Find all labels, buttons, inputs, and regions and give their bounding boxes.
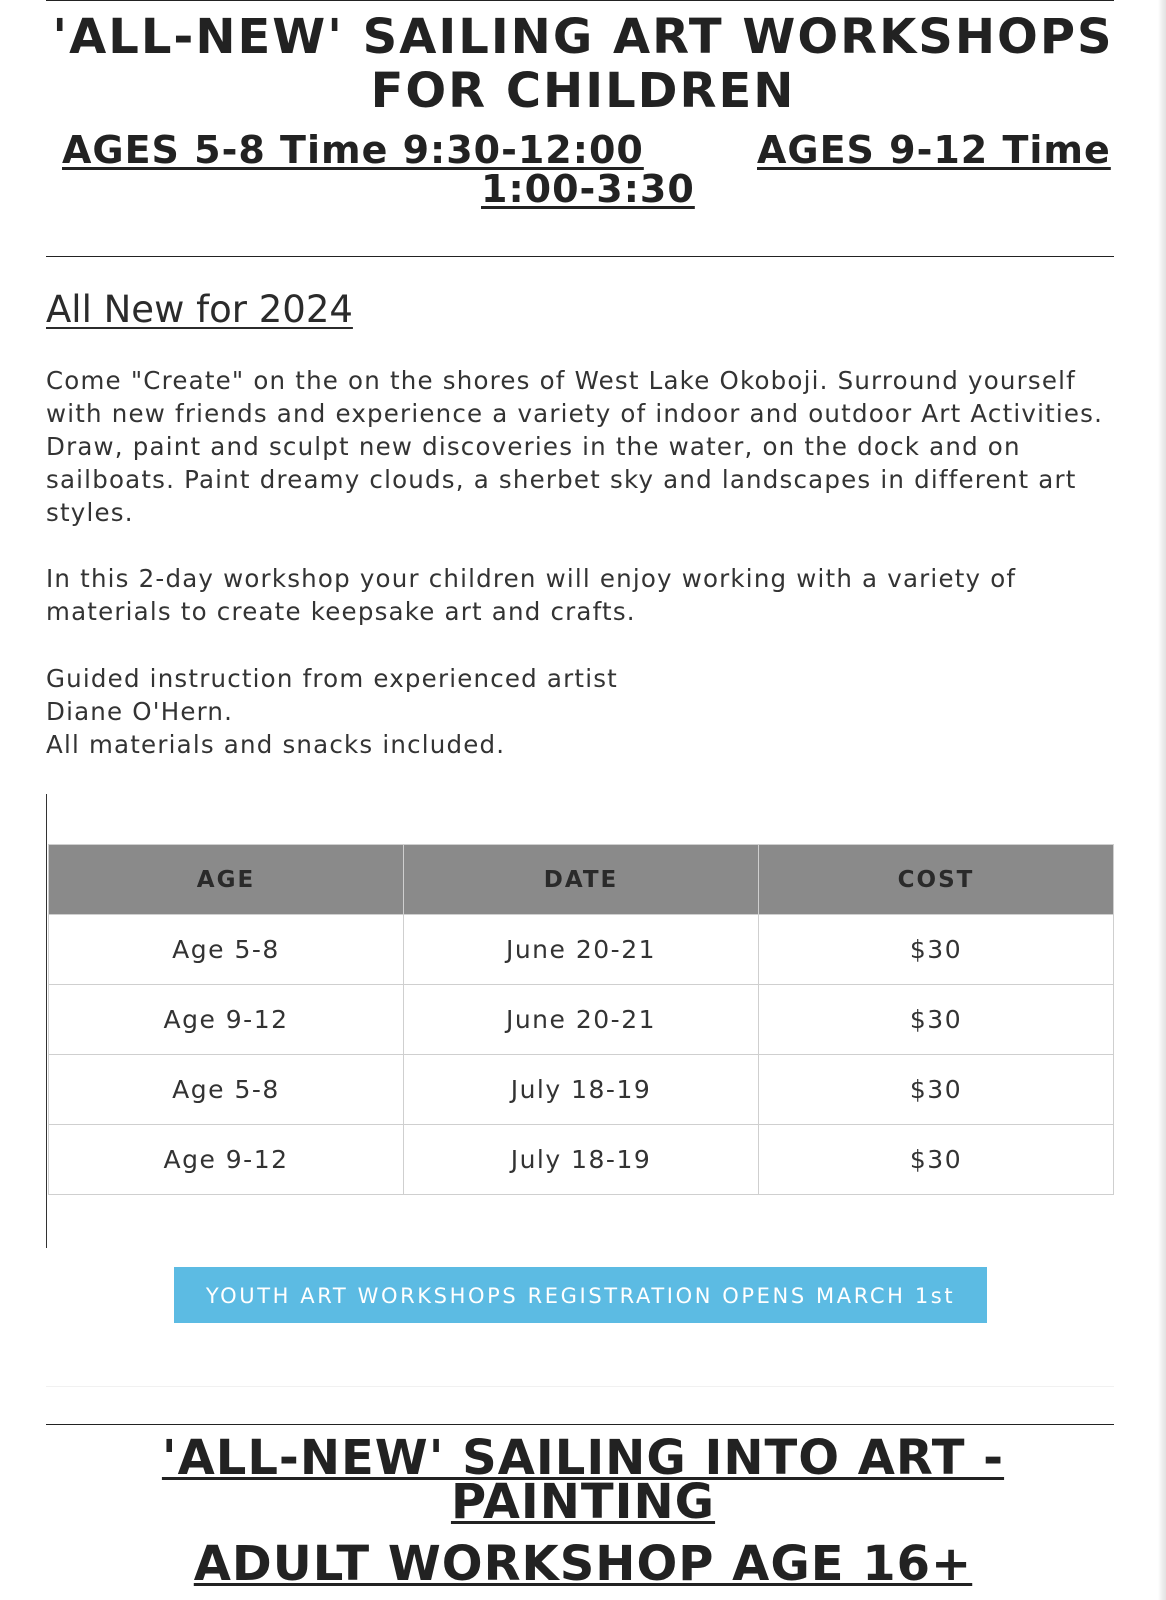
table-row	[49, 1055, 1114, 1125]
cell-cost: $30	[759, 915, 1114, 985]
section-divider	[46, 256, 1114, 257]
top-divider	[46, 0, 1114, 1]
ages-5-8-time: AGES 5-8 Time 9:30-12:00	[62, 128, 644, 172]
cell-cost: $30	[759, 1055, 1114, 1125]
cell-date: July 18-19	[404, 1055, 759, 1125]
cell-date: July 18-19	[404, 1125, 759, 1195]
section-heading: All New for 2024	[46, 288, 353, 331]
faint-divider	[46, 1386, 1114, 1387]
instructor-line-2: Diane O'Hern.	[46, 697, 234, 726]
page-title: 'ALL-NEW' SAILING ART WORKSHOPS FOR CHILDREN	[52, 9, 1114, 119]
table-row	[49, 1125, 1114, 1195]
schedule-table	[48, 844, 1114, 1195]
table-row	[49, 915, 1114, 985]
intro-paragraph: Come "Create" on the on the shores of West Lake Okoboji. Surround yourself with new friends and experience a variety of indoor and outdoor Art Activities. Draw, paint and sculpt new discoveries in the water, on the dock and on sailboats. Paint dreamy clouds, a sherbet sky and landscapes in different art styles.	[46, 366, 1104, 527]
table-header-row	[49, 845, 1114, 915]
cell-date: June 20-21	[404, 985, 759, 1055]
table-left-rule	[46, 794, 47, 1248]
cell-age: Age 5-8	[49, 915, 404, 985]
right-edge-shadow	[1158, 0, 1166, 1600]
cell-cost: $30	[759, 985, 1114, 1055]
column-header-date: DATE	[404, 845, 759, 915]
adult-workshop-title: 'ALL-NEW' SAILING INTO ART - PAINTING	[161, 1430, 1005, 1530]
table-row	[49, 985, 1114, 1055]
column-header-age: AGE	[49, 845, 404, 915]
adult-workshop-subtitle: ADULT WORKSHOP AGE 16+	[193, 1536, 973, 1592]
ages-9-12-label: AGES 9-12 Time	[757, 128, 1111, 172]
cell-age: Age 9-12	[49, 1125, 404, 1195]
adult-section-divider	[46, 1424, 1114, 1425]
instructor-paragraph	[46, 662, 1136, 761]
cell-cost: $30	[759, 1125, 1114, 1195]
instructor-line-1: Guided instruction from experienced artist	[46, 664, 618, 693]
cell-age: Age 5-8	[49, 1055, 404, 1125]
materials-line: All materials and snacks included.	[46, 730, 506, 759]
ages-9-12-time: 1:00-3:30	[481, 167, 695, 211]
workshop-paragraph: In this 2-day workshop your children will enjoy working with a variety of materials to create keepsake art and crafts.	[46, 564, 1017, 626]
cell-age: Age 9-12	[49, 985, 404, 1055]
cell-date: June 20-21	[404, 915, 759, 985]
column-header-cost: COST	[759, 845, 1114, 915]
registration-button[interactable]: YOUTH ART WORKSHOPS REGISTRATION OPENS MARCH 1st	[174, 1267, 987, 1323]
